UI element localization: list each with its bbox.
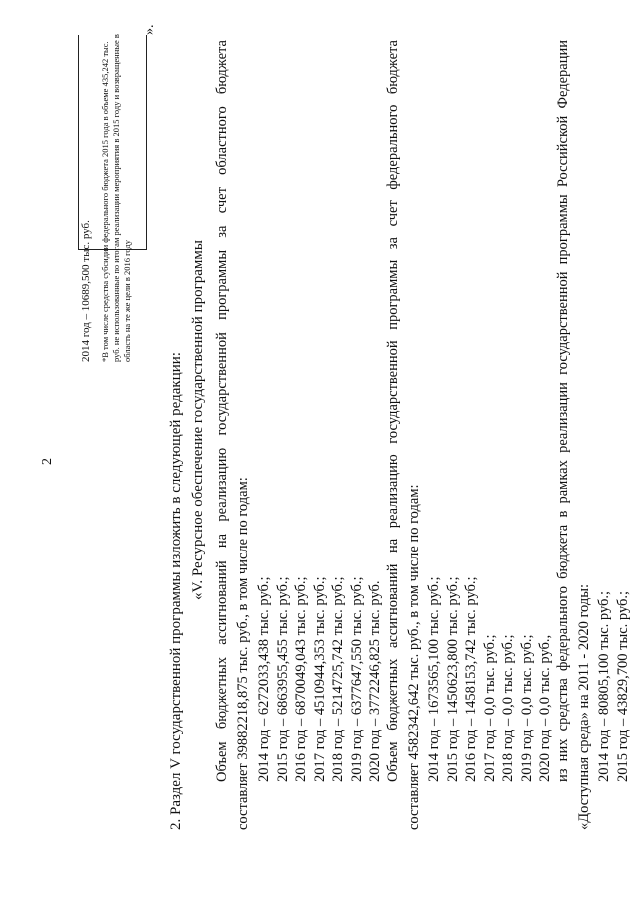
year-amount-item: 2019 год – 6377647,550 тыс. руб.;	[348, 576, 365, 782]
year-amount-item: 2018 год – 5214725,742 тыс. руб.;	[330, 576, 346, 782]
year-amount-item: 2018 год – 0,0 тыс. руб.;	[500, 634, 516, 782]
year-amount-item: 2020 год – 3772246,825 тыс. руб.	[367, 580, 383, 782]
section-intro: 2. Раздел V государственной программы изложить в следующей редакции:	[168, 352, 184, 830]
subprogram-name: «Доступная среда» на 2011 - 2020 годы:	[576, 583, 592, 830]
year-amount-item: 2014 год – 6272033,438 тыс. руб.;	[256, 576, 272, 782]
year-amount-item: 2017 год – 4510944,353 тыс. руб.;	[311, 576, 328, 782]
year-amount-item: 2015 год – 1450623,800 тыс. руб.;	[444, 576, 461, 782]
table-cell-2014: 2014 год – 10689,500 тыс. руб.	[80, 220, 92, 362]
year-amount-item: 2015 год – 6863955,455 тыс. руб.;	[274, 576, 291, 782]
closing-quote: ».	[142, 24, 157, 35]
year-amount-item: 2015 год – 43829,700 тыс. руб.;	[614, 590, 631, 782]
federal-total: составляет 4582342,642 тыс. руб., в том числе по годам:	[406, 484, 422, 830]
year-amount-item: 2020 год – 0,0 тыс. руб.,	[537, 634, 553, 782]
regional-lead: Объем бюджетных ассигнований на реализацию государственной программы за счет областного бюджета	[214, 40, 230, 782]
year-amount-item: 2016 год – 1458153,742 тыс. руб.;	[463, 576, 479, 782]
year-amount-item: 2019 год – 0,0 тыс. руб.;	[518, 634, 535, 782]
year-amount-item: 2014 год – 1673565,100 тыс. руб.;	[426, 576, 442, 782]
footnote: *В том числе средства субсидии федерального бюджета 2015 года в объеме 435,242 тыс. руб. не использованные по итогам реализации мероприятия в 2015 году и возвращенные в область на те же цели в 2016 году	[100, 34, 132, 362]
regional-total: составляет 39882218,875 тыс. руб., в том числе по годам:	[235, 477, 251, 830]
federal-lead: Объем бюджетных ассигнований на реализацию государственной программы за счет федерального бюджета	[385, 40, 401, 782]
year-amount-item: 2017 год – 0,0 тыс. руб.;	[481, 634, 498, 782]
year-amount-item: 2014 год – 80805,100 тыс. руб.;	[596, 590, 612, 782]
year-amount-item: 2016 год – 6870049,043 тыс. руб.;	[293, 576, 309, 782]
rotated-document-page	[40, 24, 640, 870]
page-number: 2	[40, 458, 55, 465]
subprogram-lead: из них средства федерального бюджета в рамках реализации государственной программы Российской Федерации	[555, 40, 571, 782]
section-title: «V. Ресурсное обеспечение государственной программы	[190, 240, 206, 600]
